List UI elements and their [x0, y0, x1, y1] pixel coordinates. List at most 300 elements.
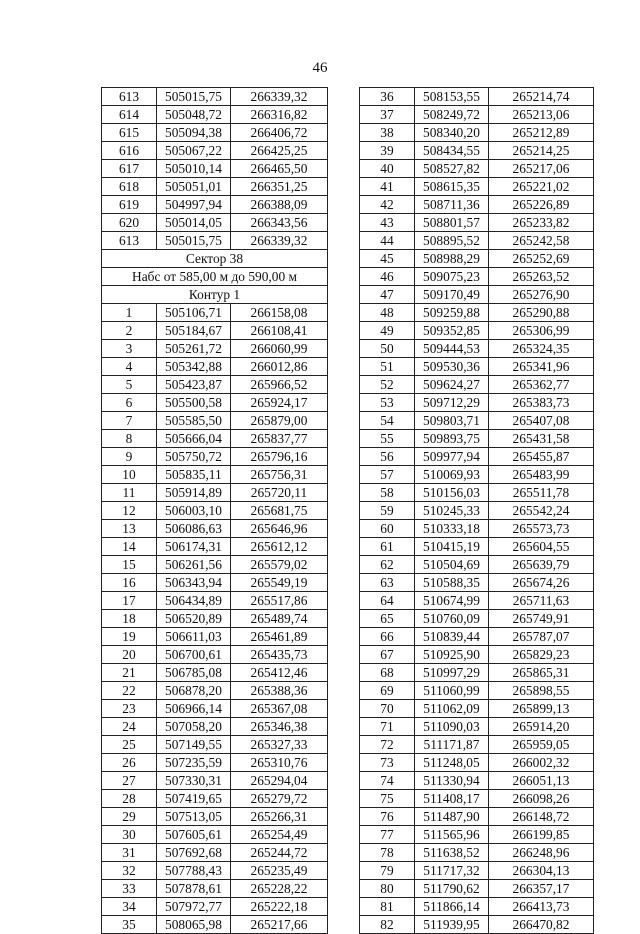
- x-coordinate: 508153,55: [415, 88, 489, 106]
- x-coordinate: 506261,56: [157, 556, 231, 574]
- table-row: [360, 232, 594, 250]
- x-coordinate: 505500,58: [157, 394, 231, 412]
- x-coordinate: 505835,11: [157, 466, 231, 484]
- x-coordinate: 507692,68: [157, 844, 231, 862]
- y-coordinate: 265310,76: [231, 754, 328, 772]
- page-number: 46: [312, 60, 328, 76]
- point-number: 59: [360, 502, 415, 520]
- table-row: [360, 574, 594, 592]
- x-coordinate: 508711,36: [415, 196, 489, 214]
- y-coordinate: 265226,89: [489, 196, 594, 214]
- table-row: [360, 808, 594, 826]
- x-coordinate: 505585,50: [157, 412, 231, 430]
- point-number: 27: [102, 772, 157, 790]
- table-row: [102, 430, 328, 448]
- point-number: 80: [360, 880, 415, 898]
- y-coordinate: 265612,12: [231, 538, 328, 556]
- table-row: [360, 772, 594, 790]
- x-coordinate: 511939,95: [415, 916, 489, 934]
- y-coordinate: 265252,69: [489, 250, 594, 268]
- y-coordinate: 265346,38: [231, 718, 328, 736]
- table-row: [360, 592, 594, 610]
- x-coordinate: 511171,87: [415, 736, 489, 754]
- table-row: [102, 556, 328, 574]
- contour-title: Контур 1: [102, 286, 328, 304]
- y-coordinate: 265279,72: [231, 790, 328, 808]
- point-number: 67: [360, 646, 415, 664]
- y-coordinate: 265235,49: [231, 862, 328, 880]
- table-row: [102, 160, 328, 178]
- y-coordinate: 265455,87: [489, 448, 594, 466]
- y-coordinate: 265681,75: [231, 502, 328, 520]
- point-number: 37: [360, 106, 415, 124]
- table-row: [102, 412, 328, 430]
- point-number: 57: [360, 466, 415, 484]
- y-coordinate: 265511,78: [489, 484, 594, 502]
- x-coordinate: 509803,71: [415, 412, 489, 430]
- point-number: 77: [360, 826, 415, 844]
- y-coordinate: 265244,72: [231, 844, 328, 862]
- table-row: [102, 610, 328, 628]
- point-number: 46: [360, 268, 415, 286]
- y-coordinate: 265966,52: [231, 376, 328, 394]
- x-coordinate: 508988,29: [415, 250, 489, 268]
- table-row: [102, 844, 328, 862]
- point-number: 4: [102, 358, 157, 376]
- point-number: 44: [360, 232, 415, 250]
- table-row: [102, 394, 328, 412]
- x-coordinate: 505015,75: [157, 232, 231, 250]
- x-coordinate: 510245,33: [415, 502, 489, 520]
- x-coordinate: 506343,94: [157, 574, 231, 592]
- x-coordinate: 505010,14: [157, 160, 231, 178]
- y-coordinate: 266425,25: [231, 142, 328, 160]
- table-row: [102, 520, 328, 538]
- x-coordinate: 511565,96: [415, 826, 489, 844]
- table-row: [102, 682, 328, 700]
- table-row: [360, 394, 594, 412]
- x-coordinate: 506785,08: [157, 664, 231, 682]
- point-number: 613: [102, 88, 157, 106]
- x-coordinate: 506174,31: [157, 538, 231, 556]
- x-coordinate: 510674,99: [415, 592, 489, 610]
- y-coordinate: 266339,32: [231, 88, 328, 106]
- point-number: 36: [360, 88, 415, 106]
- table-row: [360, 862, 594, 880]
- x-coordinate: 505914,89: [157, 484, 231, 502]
- table-row: [360, 736, 594, 754]
- point-number: 18: [102, 610, 157, 628]
- y-coordinate: 265242,58: [489, 232, 594, 250]
- x-coordinate: 511060,99: [415, 682, 489, 700]
- y-coordinate: 265388,36: [231, 682, 328, 700]
- sector-range-row: [102, 268, 328, 286]
- x-coordinate: 505423,87: [157, 376, 231, 394]
- x-coordinate: 508527,82: [415, 160, 489, 178]
- point-number: 20: [102, 646, 157, 664]
- x-coordinate: 508065,98: [157, 916, 231, 934]
- table-row: [360, 88, 594, 106]
- y-coordinate: 266060,99: [231, 340, 328, 358]
- x-coordinate: 506434,89: [157, 592, 231, 610]
- table-row: [102, 448, 328, 466]
- point-number: 616: [102, 142, 157, 160]
- table-row: [102, 574, 328, 592]
- y-coordinate: 265483,99: [489, 466, 594, 484]
- point-number: 23: [102, 700, 157, 718]
- table-row: [102, 700, 328, 718]
- point-number: 79: [360, 862, 415, 880]
- table-row: [102, 718, 328, 736]
- table-row: [360, 610, 594, 628]
- y-coordinate: 265383,73: [489, 394, 594, 412]
- point-number: 614: [102, 106, 157, 124]
- table-row: [360, 790, 594, 808]
- y-coordinate: 265573,73: [489, 520, 594, 538]
- y-coordinate: 266158,08: [231, 304, 328, 322]
- table-row: [360, 520, 594, 538]
- table-row: [102, 754, 328, 772]
- y-coordinate: 265959,05: [489, 736, 594, 754]
- point-number: 53: [360, 394, 415, 412]
- point-number: 55: [360, 430, 415, 448]
- x-coordinate: 507330,31: [157, 772, 231, 790]
- x-coordinate: 507513,05: [157, 808, 231, 826]
- y-coordinate: 265217,06: [489, 160, 594, 178]
- x-coordinate: 510415,19: [415, 538, 489, 556]
- point-number: 58: [360, 484, 415, 502]
- point-number: 64: [360, 592, 415, 610]
- y-coordinate: 265711,63: [489, 592, 594, 610]
- point-number: 40: [360, 160, 415, 178]
- x-coordinate: 506966,14: [157, 700, 231, 718]
- y-coordinate: 265796,16: [231, 448, 328, 466]
- point-number: 22: [102, 682, 157, 700]
- point-number: 49: [360, 322, 415, 340]
- table-row: [360, 142, 594, 160]
- table-row: [360, 286, 594, 304]
- y-coordinate: 265213,06: [489, 106, 594, 124]
- y-coordinate: 266108,41: [231, 322, 328, 340]
- x-coordinate: 511408,17: [415, 790, 489, 808]
- point-number: 73: [360, 754, 415, 772]
- table-row: [102, 538, 328, 556]
- x-coordinate: 508434,55: [415, 142, 489, 160]
- x-coordinate: 509893,75: [415, 430, 489, 448]
- table-row: [360, 556, 594, 574]
- y-coordinate: 265898,55: [489, 682, 594, 700]
- y-coordinate: 265899,13: [489, 700, 594, 718]
- table-row: [102, 880, 328, 898]
- x-coordinate: 510333,18: [415, 520, 489, 538]
- y-coordinate: 266339,32: [231, 232, 328, 250]
- y-coordinate: 265865,31: [489, 664, 594, 682]
- y-coordinate: 266199,85: [489, 826, 594, 844]
- x-coordinate: 506003,10: [157, 502, 231, 520]
- sector-range: Набс от 585,00 м до 590,00 м: [102, 268, 328, 286]
- table-row: [360, 268, 594, 286]
- table-row: [360, 844, 594, 862]
- y-coordinate: 265646,96: [231, 520, 328, 538]
- x-coordinate: 507972,77: [157, 898, 231, 916]
- table-row: [360, 916, 594, 934]
- point-number: 13: [102, 520, 157, 538]
- y-coordinate: 265212,89: [489, 124, 594, 142]
- x-coordinate: 509444,53: [415, 340, 489, 358]
- y-coordinate: 265362,77: [489, 376, 594, 394]
- point-number: 78: [360, 844, 415, 862]
- table-row: [102, 646, 328, 664]
- point-number: 62: [360, 556, 415, 574]
- x-coordinate: 507058,20: [157, 718, 231, 736]
- y-coordinate: 265276,90: [489, 286, 594, 304]
- point-number: 34: [102, 898, 157, 916]
- y-coordinate: 266002,32: [489, 754, 594, 772]
- y-coordinate: 265214,25: [489, 142, 594, 160]
- y-coordinate: 265720,11: [231, 484, 328, 502]
- y-coordinate: 265461,89: [231, 628, 328, 646]
- table-row: [360, 340, 594, 358]
- point-number: 39: [360, 142, 415, 160]
- y-coordinate: 265517,86: [231, 592, 328, 610]
- table-row: [102, 358, 328, 376]
- y-coordinate: 265837,77: [231, 430, 328, 448]
- point-number: 615: [102, 124, 157, 142]
- point-number: 5: [102, 376, 157, 394]
- point-number: 7: [102, 412, 157, 430]
- x-coordinate: 506700,61: [157, 646, 231, 664]
- table-row: [102, 808, 328, 826]
- x-coordinate: 509624,27: [415, 376, 489, 394]
- x-coordinate: 509259,88: [415, 304, 489, 322]
- y-coordinate: 265254,49: [231, 826, 328, 844]
- x-coordinate: 509530,36: [415, 358, 489, 376]
- y-coordinate: 265674,26: [489, 574, 594, 592]
- y-coordinate: 266413,73: [489, 898, 594, 916]
- y-coordinate: 265228,22: [231, 880, 328, 898]
- x-coordinate: 507419,65: [157, 790, 231, 808]
- point-number: 68: [360, 664, 415, 682]
- y-coordinate: 266470,82: [489, 916, 594, 934]
- y-coordinate: 265407,08: [489, 412, 594, 430]
- point-number: 72: [360, 736, 415, 754]
- point-number: 61: [360, 538, 415, 556]
- table-row: [102, 232, 328, 250]
- table-row: [360, 826, 594, 844]
- x-coordinate: 505666,04: [157, 430, 231, 448]
- y-coordinate: 265604,55: [489, 538, 594, 556]
- point-number: 82: [360, 916, 415, 934]
- point-number: 9: [102, 448, 157, 466]
- table-row: [360, 646, 594, 664]
- y-coordinate: 266316,82: [231, 106, 328, 124]
- y-coordinate: 266012,86: [231, 358, 328, 376]
- table-row: [102, 736, 328, 754]
- table-row: [102, 466, 328, 484]
- contour-title-row: [102, 286, 328, 304]
- table-row: [102, 484, 328, 502]
- x-coordinate: 505067,22: [157, 142, 231, 160]
- point-number: 63: [360, 574, 415, 592]
- x-coordinate: 508249,72: [415, 106, 489, 124]
- point-number: 56: [360, 448, 415, 466]
- point-number: 17: [102, 592, 157, 610]
- x-coordinate: 510588,35: [415, 574, 489, 592]
- table-row: [360, 502, 594, 520]
- table-row: [360, 448, 594, 466]
- point-number: 14: [102, 538, 157, 556]
- table-row: [360, 196, 594, 214]
- point-number: 613: [102, 232, 157, 250]
- x-coordinate: 505048,72: [157, 106, 231, 124]
- point-number: 69: [360, 682, 415, 700]
- point-number: 29: [102, 808, 157, 826]
- x-coordinate: 509170,49: [415, 286, 489, 304]
- table-row: [102, 340, 328, 358]
- x-coordinate: 508895,52: [415, 232, 489, 250]
- table-row: [102, 106, 328, 124]
- point-number: 6: [102, 394, 157, 412]
- x-coordinate: 505094,38: [157, 124, 231, 142]
- table-row: [102, 826, 328, 844]
- point-number: 48: [360, 304, 415, 322]
- x-coordinate: 505015,75: [157, 88, 231, 106]
- table-row: [360, 682, 594, 700]
- y-coordinate: 265266,31: [231, 808, 328, 826]
- table-row: [360, 700, 594, 718]
- table-row: [102, 88, 328, 106]
- y-coordinate: 266098,26: [489, 790, 594, 808]
- table-row: [360, 304, 594, 322]
- table-row: [360, 664, 594, 682]
- y-coordinate: 266357,17: [489, 880, 594, 898]
- point-number: 15: [102, 556, 157, 574]
- table-row: [360, 322, 594, 340]
- y-coordinate: 265542,24: [489, 502, 594, 520]
- x-coordinate: 505184,67: [157, 322, 231, 340]
- x-coordinate: 511090,03: [415, 718, 489, 736]
- point-number: 24: [102, 718, 157, 736]
- y-coordinate: 265879,00: [231, 412, 328, 430]
- y-coordinate: 265221,02: [489, 178, 594, 196]
- point-number: 81: [360, 898, 415, 916]
- right-table-rows: [360, 88, 594, 934]
- y-coordinate: 266148,72: [489, 808, 594, 826]
- y-coordinate: 266051,13: [489, 772, 594, 790]
- table-row: [102, 628, 328, 646]
- point-number: 60: [360, 520, 415, 538]
- y-coordinate: 265435,73: [231, 646, 328, 664]
- table-row: [102, 322, 328, 340]
- x-coordinate: 511638,52: [415, 844, 489, 862]
- x-coordinate: 509075,23: [415, 268, 489, 286]
- y-coordinate: 265749,91: [489, 610, 594, 628]
- point-number: 52: [360, 376, 415, 394]
- point-number: 11: [102, 484, 157, 502]
- point-number: 12: [102, 502, 157, 520]
- table-row: [102, 142, 328, 160]
- y-coordinate: 265914,20: [489, 718, 594, 736]
- table-row: [360, 718, 594, 736]
- point-number: 19: [102, 628, 157, 646]
- table-row: [102, 862, 328, 880]
- table-row: [360, 376, 594, 394]
- point-number: 620: [102, 214, 157, 232]
- x-coordinate: 505261,72: [157, 340, 231, 358]
- table-row: [102, 916, 328, 934]
- y-coordinate: 266248,96: [489, 844, 594, 862]
- point-number: 1: [102, 304, 157, 322]
- y-coordinate: 266304,13: [489, 862, 594, 880]
- point-number: 3: [102, 340, 157, 358]
- y-coordinate: 266351,25: [231, 178, 328, 196]
- y-coordinate: 265489,74: [231, 610, 328, 628]
- point-number: 35: [102, 916, 157, 934]
- point-number: 75: [360, 790, 415, 808]
- x-coordinate: 506611,03: [157, 628, 231, 646]
- point-number: 32: [102, 862, 157, 880]
- point-number: 38: [360, 124, 415, 142]
- table-row: [102, 124, 328, 142]
- x-coordinate: 504997,94: [157, 196, 231, 214]
- sector-title: Сектор 38: [102, 250, 328, 268]
- x-coordinate: 511790,62: [415, 880, 489, 898]
- point-number: 54: [360, 412, 415, 430]
- x-coordinate: 506520,89: [157, 610, 231, 628]
- x-coordinate: 510069,93: [415, 466, 489, 484]
- table-row: [360, 124, 594, 142]
- x-coordinate: 510997,29: [415, 664, 489, 682]
- y-coordinate: 265214,74: [489, 88, 594, 106]
- x-coordinate: 507605,61: [157, 826, 231, 844]
- x-coordinate: 509977,94: [415, 448, 489, 466]
- point-number: 25: [102, 736, 157, 754]
- x-coordinate: 505051,01: [157, 178, 231, 196]
- x-coordinate: 507788,43: [157, 862, 231, 880]
- point-number: 71: [360, 718, 415, 736]
- point-number: 45: [360, 250, 415, 268]
- point-number: 47: [360, 286, 415, 304]
- y-coordinate: 265431,58: [489, 430, 594, 448]
- y-coordinate: 265327,33: [231, 736, 328, 754]
- y-coordinate: 265367,08: [231, 700, 328, 718]
- y-coordinate: 265217,66: [231, 916, 328, 934]
- x-coordinate: 505014,05: [157, 214, 231, 232]
- y-coordinate: 265222,18: [231, 898, 328, 916]
- left-table-top-rows: [102, 88, 328, 250]
- y-coordinate: 265306,99: [489, 322, 594, 340]
- table-row: [102, 898, 328, 916]
- point-number: 8: [102, 430, 157, 448]
- y-coordinate: 266465,50: [231, 160, 328, 178]
- table-row: [102, 502, 328, 520]
- point-number: 65: [360, 610, 415, 628]
- x-coordinate: 507235,59: [157, 754, 231, 772]
- right-coordinates-table: [359, 87, 594, 934]
- point-number: 21: [102, 664, 157, 682]
- point-number: 31: [102, 844, 157, 862]
- point-number: 619: [102, 196, 157, 214]
- x-coordinate: 510156,03: [415, 484, 489, 502]
- point-number: 51: [360, 358, 415, 376]
- x-coordinate: 511866,14: [415, 898, 489, 916]
- x-coordinate: 511062,09: [415, 700, 489, 718]
- x-coordinate: 507149,55: [157, 736, 231, 754]
- x-coordinate: 508340,20: [415, 124, 489, 142]
- table-row: [360, 430, 594, 448]
- sector-header: [102, 250, 328, 304]
- x-coordinate: 511248,05: [415, 754, 489, 772]
